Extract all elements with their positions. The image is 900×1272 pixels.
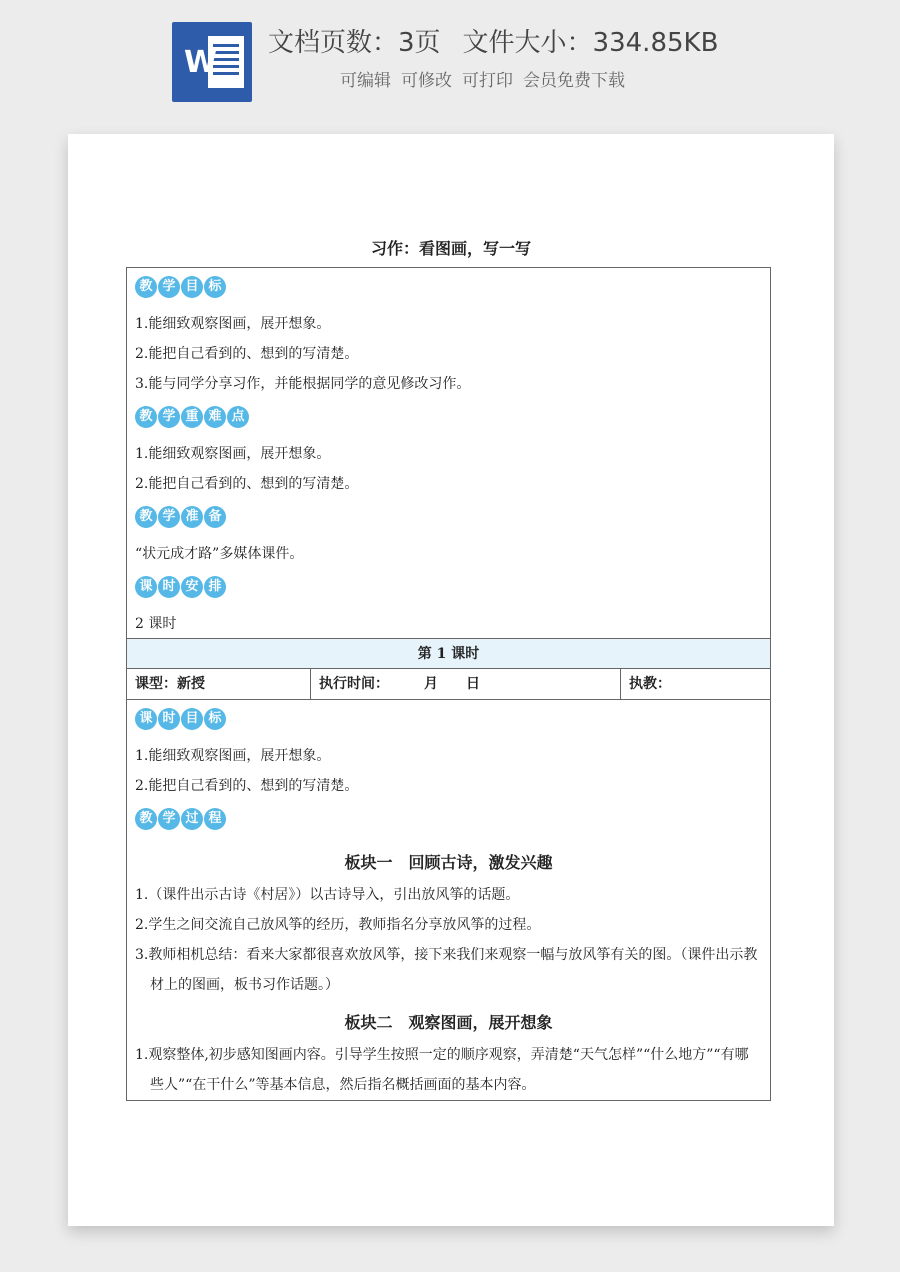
lesson-header-row: 第 1 课时 xyxy=(126,638,771,669)
exec-time-cell: 执行时间： 月 日 xyxy=(310,668,622,700)
goal-item: 1.能细致观察图画，展开想象。 xyxy=(135,316,331,332)
feature-free-download: 会员免费下载 xyxy=(523,71,625,91)
file-size: 文件大小：334.85KB xyxy=(462,28,719,58)
lesson-type-cell: 课型：新授 xyxy=(126,668,310,700)
badge-lesson-goals: 课 时 目 标 xyxy=(135,708,227,732)
lesson-detail xyxy=(126,699,771,1101)
section-title: 板块一 回顾古诗，激发兴趣 xyxy=(344,853,553,872)
badge-key-points: 教 学 重 难 点 xyxy=(135,406,250,430)
goal-item: 2.能把自己看到的、想到的写清楚。 xyxy=(135,346,359,362)
badge-teaching-goals: 教 学 目 标 xyxy=(135,276,227,300)
process-step: 1.（课件出示古诗《村居》）以古诗导入，引出放风筝的话题。 xyxy=(135,887,520,903)
lesson-goal-item: 1.能细致观察图画，展开想象。 xyxy=(135,748,331,764)
feature-list xyxy=(340,66,635,91)
teacher-cell: 执教： xyxy=(620,668,771,700)
goal-item: 3.能与同学分享习作，并能根据同学的意见修改习作。 xyxy=(135,376,471,392)
preparation-text: “状元成才路”多媒体课件。 xyxy=(135,546,304,562)
key-item: 1.能细致观察图画，展开想象。 xyxy=(135,446,331,462)
lesson-plan-overview xyxy=(126,267,771,639)
key-item: 2.能把自己看到的、想到的写清楚。 xyxy=(135,476,359,492)
lesson-goal-item: 2.能把自己看到的、想到的写清楚。 xyxy=(135,778,359,794)
badge-teaching-process: 教 学 过 程 xyxy=(135,808,227,832)
document-title: 习作：看图画，写一写 xyxy=(370,239,531,258)
badge-schedule: 课 时 安 排 xyxy=(135,576,227,600)
page-count: 文档页数：3页 xyxy=(268,28,441,58)
section-title: 板块二 观察图画，展开想象 xyxy=(344,1013,553,1032)
document-info-header xyxy=(0,0,900,120)
schedule-text: 2 课时 xyxy=(135,616,177,632)
word-document-icon: W xyxy=(172,22,252,102)
document-page xyxy=(68,134,834,1226)
process-step: 3.教师相机总结：看来大家都很喜欢放风筝，接下来我们来观察一幅与放风筝有关的图。（课件出示教材上的图画，板书习作话题。） xyxy=(135,947,758,993)
feature-modifiable: 可修改 xyxy=(401,71,452,91)
file-meta-title xyxy=(268,22,740,59)
process-step: 1.观察整体,初步感知图画内容。引导学生按照一定的顺序观察，弄清楚“天气怎样”“什么地方”“有哪些人”“在干什么”等基本信息，然后指名概括画面的基本内容。 xyxy=(135,1047,749,1093)
feature-editable: 可编辑 xyxy=(340,71,391,91)
lesson-info-row xyxy=(68,668,834,700)
badge-preparation: 教 学 准 备 xyxy=(135,506,227,530)
feature-printable: 可打印 xyxy=(462,71,513,91)
process-step: 2.学生之间交流自己放风筝的经历，教师指名分享放风筝的过程。 xyxy=(135,917,541,933)
